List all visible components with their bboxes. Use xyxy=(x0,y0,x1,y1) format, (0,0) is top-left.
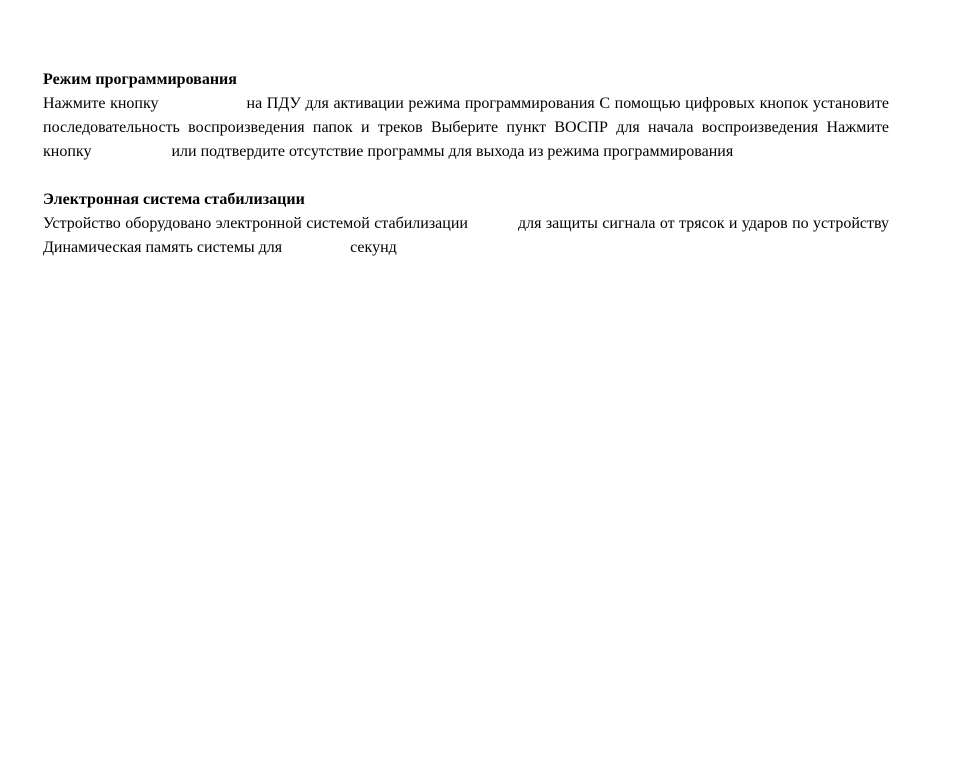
body-text-part: Нажмите кнопку xyxy=(43,95,159,112)
body-text-part: на ПДУ для активации режима программирования С помощью цифровых кнопок установите последовательность воспроизведения папок и треков Выберите пункт ВОСПР для начала воспроизведения Нажмите кнопку xyxy=(43,95,889,160)
section-programming-mode xyxy=(43,68,889,164)
section-title: Электронная система стабилизации xyxy=(43,191,305,208)
body-text-part: Устройство оборудовано электронной системой стабилизации xyxy=(43,215,468,232)
body-text-part: секунд xyxy=(350,239,397,256)
body-text-part: или подтвердите отсутствие программы для выхода из режима программирования xyxy=(171,143,734,160)
document-page xyxy=(43,68,889,260)
section-body xyxy=(43,212,889,260)
section-body xyxy=(43,92,889,164)
body-text-part: для защиты сигнала от трясок и ударов по устройству Динамическая память системы для xyxy=(43,215,889,256)
section-title: Режим программирования xyxy=(43,71,237,88)
section-electronic-stabilization xyxy=(43,188,889,260)
